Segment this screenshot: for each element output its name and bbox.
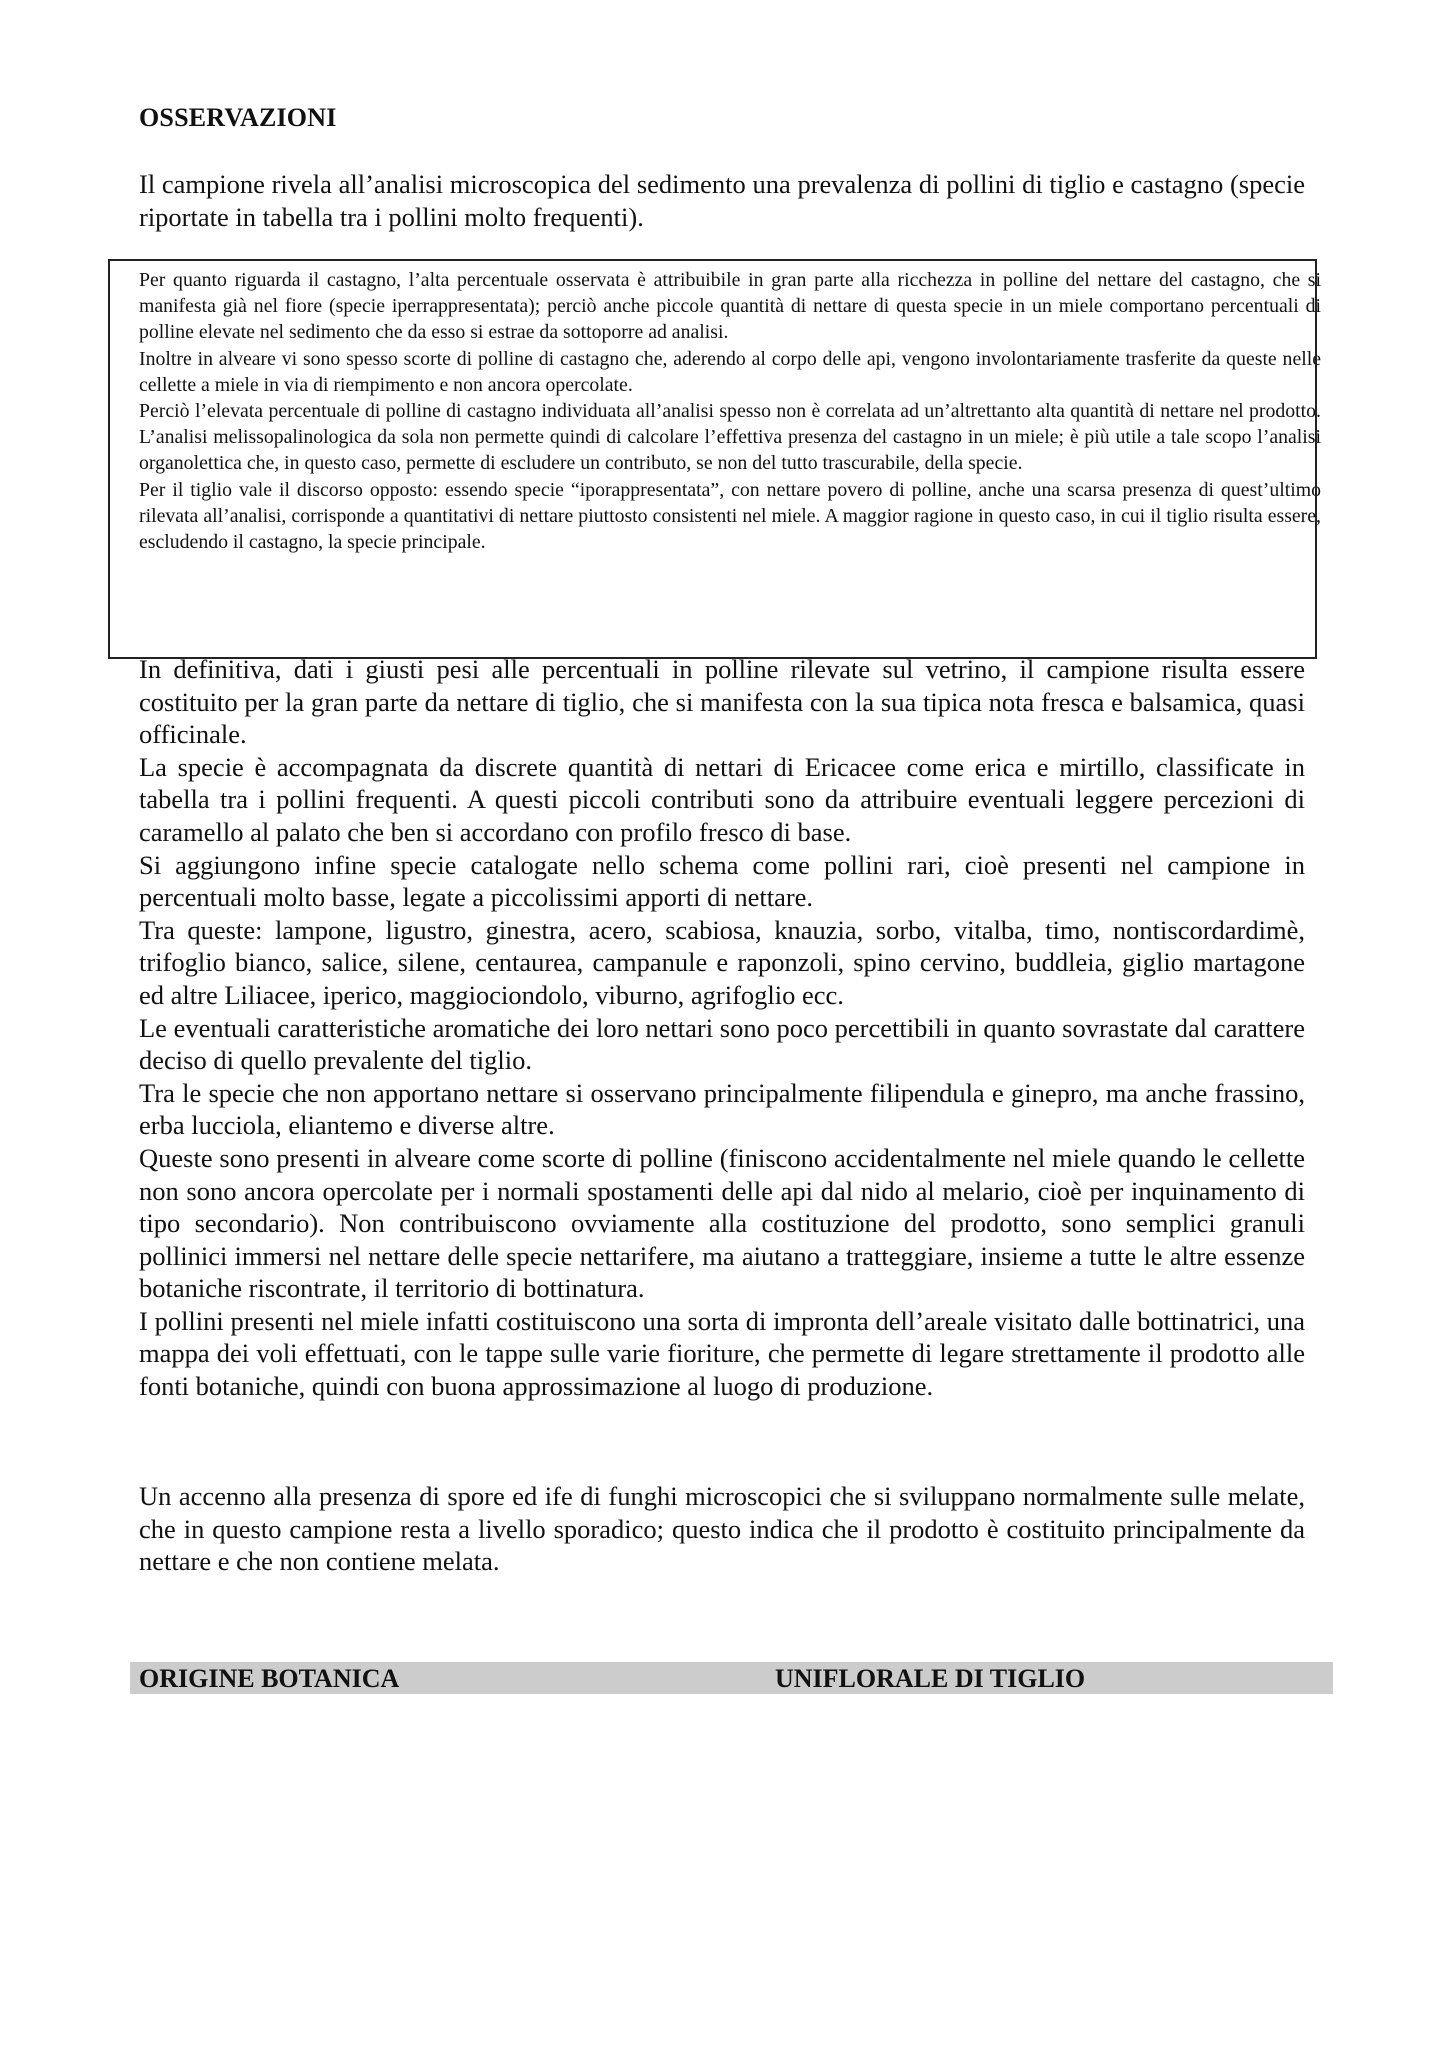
- botanical-origin-value: UNIFLORALE DI TIGLIO: [775, 1664, 1086, 1693]
- body-paragraph: Si aggiungono infine specie catalogate nello schema come pollini rari, cioè presenti nel campione in percentuali molto basse, legate a piccolissimi apporti di nettare.: [139, 849, 1305, 913]
- body-paragraph: Le eventuali caratteristiche aromatiche dei loro nettari sono poco percettibili in quanto sovrastate dal carattere deciso di quello prevalente del tiglio.: [139, 1012, 1305, 1076]
- body-paragraph: I pollini presenti nel miele infatti costituiscono una sorta di impronta dell’areale visitato dalle bottinatrici, una mappa dei voli effettuati, con le tappe sulle varie fioriture, che permette di legare strettamente il prodotto alle fonti botaniche, quindi con buona approssimazione al luogo di produzione.: [139, 1305, 1305, 1402]
- botanical-origin-row: [130, 1662, 1333, 1694]
- intro-paragraph: Il campione rivela all’analisi microscopica del sedimento una prevalenza di pollini di tiglio e castagno (specie riportate in tabella tra i pollini molto frequenti).: [139, 169, 1305, 232]
- box-paragraph: Perciò l’elevata percentuale di polline di castagno individuata all’analisi spesso non è correlata ad un’altrettanto alta quantità di nettare nel prodotto. L’analisi melissopalinologica da sola non permette quindi di calcolare l’effettiva presenza del castagno in un miele; è più utile a tale scopo l’analisi organolettica che, in questo caso, permette di escludere un contributo, se non del tutto trascurabile, della specie.: [139, 400, 1321, 475]
- box-paragraph: Per il tiglio vale il discorso opposto: essendo specie “iporappresentata”, con nettare povero di polline, anche una scarsa presenza di quest’ultimo rilevata all’analisi, corrisponde a quantitativi di nettare piuttosto consistenti nel miele. A maggior ragione in questo caso, in cui il tiglio risulta essere, escludendo il castagno, la specie principale.: [139, 478, 1321, 554]
- body-paragraph: In definitiva, dati i giusti pesi alle percentuali in polline rilevate sul vetrino, il campione risulta essere costituito per la gran parte da nettare di tiglio, che si manifesta con la sua tipica nota fresca e balsamica, quasi officinale.: [139, 654, 1305, 750]
- botanical-origin-label: ORIGINE BOTANICA: [139, 1664, 400, 1693]
- main-body: [139, 653, 1305, 1403]
- body-paragraph: Tra le specie che non apportano nettare si osservano principalmente filipendula e ginepro, ma anche frassino, erba lucciola, eliantemo e diverse altre.: [139, 1077, 1305, 1141]
- box-paragraph: Per quanto riguarda il castagno, l’alta percentuale osservata è attribuibile in gran parte alla ricchezza in polline del nettare del castagno, che si manifesta già nel fiore (specie iperrappresentata); perciò anche piccole quantità di nettare di questa specie in un miele comportano percentuali di polline elevate nel sedimento che da esso si estrae da sottoporre ad analisi.: [139, 269, 1321, 344]
- section-title: OSSERVAZIONI: [139, 103, 337, 132]
- box-paragraph: Inoltre in alveare vi sono spesso scorte di polline di castagno che, aderendo al corpo delle api, vengono involontariamente trasferite da queste nelle cellette a miele in via di riempimento e non ancora opercolate.: [139, 347, 1321, 396]
- body-paragraph: Tra queste: lampone, ligustro, ginestra, acero, scabiosa, knauzia, sorbo, vitalba, timo, nontiscordardimè, trifoglio bianco, salice, silene, centaurea, campanule e raponzoli, spino cervino, buddleia, giglio martagone ed altre Liliacee, iperico, maggiociondolo, viburno, agrifoglio ecc.: [139, 914, 1305, 1010]
- body-paragraph: Queste sono presenti in alveare come scorte di polline (finiscono accidentalmente nel miele quando le cellette non sono ancora opercolate per i normali spostamenti delle api dal nido al melario, cioè per inquinamento di tipo secondario). Non contribuiscono ovviamente alla costituzione del prodotto, sono semplici granuli pollinici immersi nel nettare delle specie nettarifere, ma aiutano a tratteggiare, insieme a tutte le altre essenze botaniche riscontrate, il territorio di bottinatura.: [139, 1142, 1305, 1304]
- melate-paragraph: Un accenno alla presenza di spore ed ife di funghi microscopici che si sviluppano normalmente sulle melate, che in questo campione resta a livello sporadico; questo indica che il prodotto è costituito principalmente da nettare e che non contiene melata.: [139, 1481, 1305, 1577]
- castagno-note-box: [108, 259, 1317, 659]
- body-paragraph: La specie è accompagnata da discrete quantità di nettari di Ericacee come erica e mirtillo, classificate in tabella tra i pollini frequenti. A questi piccoli contributi sono da attribuire eventuali leggere percezioni di caramello al palato che ben si accordano con profilo fresco di base.: [139, 751, 1305, 847]
